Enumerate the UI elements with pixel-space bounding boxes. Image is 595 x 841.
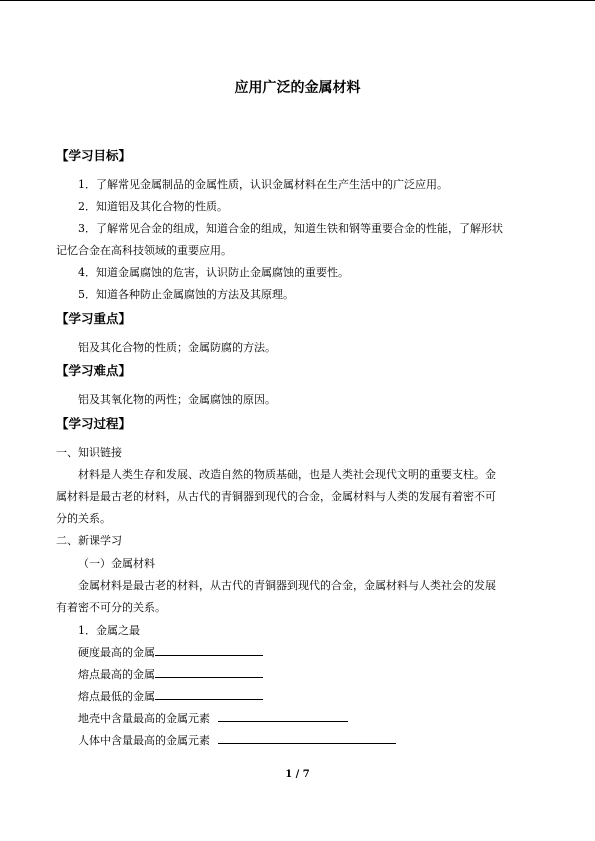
part1-line-3: 分的关系。	[56, 512, 111, 525]
key-points-text: 铝及其化合物的性质；金属防腐的方法。	[78, 341, 276, 354]
answer-blank[interactable]	[155, 666, 263, 678]
fill-item-crust-metal	[78, 710, 348, 726]
section-heading-process: 【学习过程】	[56, 416, 132, 431]
page-top-rule	[0, 0, 595, 1]
fill-label: 熔点最高的金属	[78, 668, 155, 681]
part1-heading: 一、知识链接	[56, 446, 122, 459]
objective-line-2: 2．知道铝及其化合物的性质。	[78, 200, 228, 213]
fill-label: 地壳中含量最高的金属元素	[78, 712, 210, 725]
answer-blank[interactable]	[155, 688, 263, 700]
subsection-metal-materials: （一）金属材料	[78, 557, 155, 570]
fill-item-lowest-melting-metal	[78, 688, 263, 704]
objective-line-4: 4．知道金属腐蚀的危害，认识防止金属腐蚀的重要性。	[78, 266, 349, 279]
document-title: 应用广泛的金属材料	[234, 80, 361, 96]
fill-label: 硬度最高的金属	[78, 646, 155, 659]
difficulties-text: 铝及其氧化物的两性；金属腐蚀的原因。	[78, 393, 276, 406]
objective-line-1: 1．了解常见金属制品的金属性质，认识金属材料在生产生活中的广泛应用。	[78, 178, 448, 191]
answer-blank[interactable]	[218, 710, 348, 722]
sub1-line-2: 有着密不可分的关系。	[56, 601, 166, 614]
answer-blank[interactable]	[155, 644, 263, 656]
fill-item-hardest-metal	[78, 644, 263, 660]
page-number: 1 / 7	[285, 769, 310, 780]
part2-heading: 二、新课学习	[56, 534, 122, 547]
objective-line-3: 3．了解常见合金的组成，知道合金的组成，知道生铁和钢等重要合金的性能，了解形状	[78, 222, 503, 235]
part1-line-1: 材料是人类生存和发展、改造自然的物质基础，也是人类社会现代文明的重要支柱。金	[78, 468, 496, 481]
part1-line-2: 属材料是最古老的材料，从古代的青铜器到现代的合金，金属材料与人类的发展有着密不可	[56, 490, 496, 503]
objective-line-5: 5．知道各种防止金属腐蚀的方法及其原理。	[78, 288, 294, 301]
sub1-line-1: 金属材料是最古老的材料，从古代的青铜器到现代的合金，金属材料与人类社会的发展	[78, 579, 496, 592]
fill-item-highest-melting-metal	[78, 666, 263, 682]
item-metal-superlatives: 1．金属之最	[78, 624, 140, 637]
fill-label: 熔点最低的金属	[78, 690, 155, 703]
section-heading-objectives: 【学习目标】	[56, 148, 132, 163]
objective-line-3-cont: 记忆合金在高科技领域的重要应用。	[56, 244, 232, 257]
fill-label: 人体中含量最高的金属元素	[78, 734, 210, 747]
fill-item-body-metal	[78, 732, 396, 748]
answer-blank[interactable]	[218, 732, 396, 744]
section-heading-key-points: 【学习重点】	[56, 311, 132, 326]
section-heading-difficulties: 【学习难点】	[56, 363, 132, 378]
